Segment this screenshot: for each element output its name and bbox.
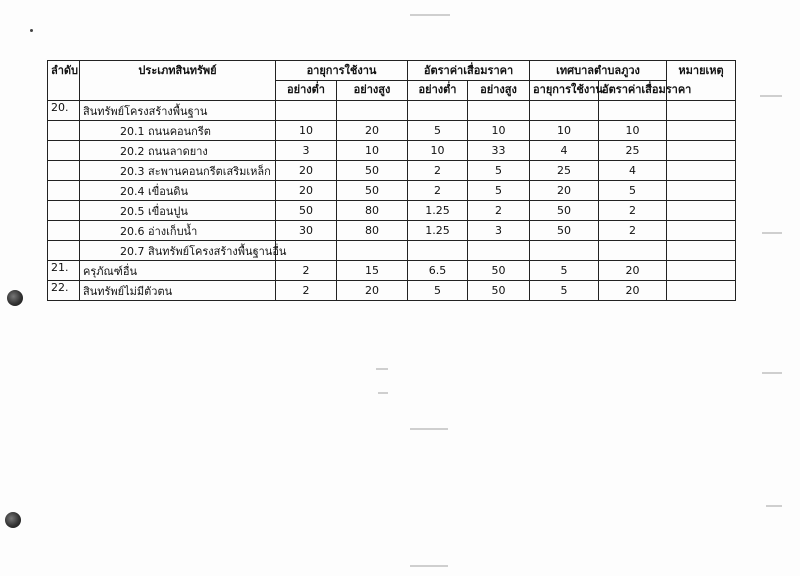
header-depreciation-rate: อัตราค่าเสื่อมราคา <box>408 61 530 81</box>
scan-speck <box>376 368 388 370</box>
header-municipality: เทศบาลตำบลภูวง <box>530 61 667 81</box>
table-row <box>48 241 736 261</box>
row-life-min: 20 <box>276 181 337 201</box>
row-life-min: 30 <box>276 221 337 241</box>
row-life-max: 20 <box>337 281 408 301</box>
scan-speck <box>762 372 782 374</box>
row-asset-name: 20.6 อ่างเก็บน้ำ <box>80 221 276 241</box>
row-dep-min <box>408 241 468 261</box>
row-remark <box>667 161 736 181</box>
row-life-min <box>276 101 337 121</box>
row-asset-name: ครุภัณฑ์อื่น <box>80 261 276 281</box>
row-remark <box>667 281 736 301</box>
row-life-max <box>337 241 408 261</box>
row-mun-life: 5 <box>530 281 599 301</box>
row-remark <box>667 141 736 161</box>
row-life-min: 3 <box>276 141 337 161</box>
row-asset-name: สินทรัพย์โครงสร้างพื้นฐาน <box>80 101 276 121</box>
header-asset-type: ประเภทสินทรัพย์ <box>80 61 276 101</box>
row-dep-max: 2 <box>468 201 530 221</box>
row-dep-max: 50 <box>468 281 530 301</box>
row-life-min: 20 <box>276 161 337 181</box>
row-mun-life: 4 <box>530 141 599 161</box>
table-row <box>48 281 736 301</box>
row-dep-min: 10 <box>408 141 468 161</box>
row-life-min: 50 <box>276 201 337 221</box>
row-mun-rate: 10 <box>599 121 667 141</box>
row-mun-rate: 2 <box>599 221 667 241</box>
row-dep-max: 50 <box>468 261 530 281</box>
row-mun-life <box>530 241 599 261</box>
row-num <box>48 121 80 141</box>
row-dep-min: 6.5 <box>408 261 468 281</box>
row-life-max: 80 <box>337 221 408 241</box>
header-life-min: อย่างต่ำ <box>276 81 337 101</box>
row-num: 21. <box>48 261 80 281</box>
table-header <box>48 61 736 101</box>
scan-speck <box>378 392 388 394</box>
table-body <box>48 101 736 301</box>
row-mun-rate: 25 <box>599 141 667 161</box>
scan-speck <box>762 232 782 234</box>
row-dep-min: 1.25 <box>408 221 468 241</box>
row-mun-rate: 4 <box>599 161 667 181</box>
row-num <box>48 161 80 181</box>
header-dep-min: อย่างต่ำ <box>408 81 468 101</box>
row-dep-max: 3 <box>468 221 530 241</box>
row-dep-min: 1.25 <box>408 201 468 221</box>
row-mun-rate: 5 <box>599 181 667 201</box>
table-row <box>48 161 736 181</box>
row-mun-life: 5 <box>530 261 599 281</box>
row-life-max: 20 <box>337 121 408 141</box>
row-num: 20. <box>48 101 80 121</box>
row-life-min: 10 <box>276 121 337 141</box>
header-useful-life: อายุการใช้งาน <box>276 61 408 81</box>
table-row <box>48 101 736 121</box>
header-life-max: อย่างสูง <box>337 81 408 101</box>
row-life-max: 80 <box>337 201 408 221</box>
row-num <box>48 201 80 221</box>
scan-dot <box>30 29 33 32</box>
row-life-max: 10 <box>337 141 408 161</box>
row-dep-min: 2 <box>408 161 468 181</box>
row-asset-name: 20.5 เขื่อนปูน <box>80 201 276 221</box>
header-mun-rate: อัตราค่าเสื่อมราคา <box>599 81 667 101</box>
header-mun-life: อายุการใช้งาน <box>530 81 599 101</box>
table-row <box>48 201 736 221</box>
row-asset-name: 20.3 สะพานคอนกรีตเสริมเหล็ก <box>80 161 276 181</box>
table-row <box>48 261 736 281</box>
row-remark <box>667 201 736 221</box>
row-mun-rate: 20 <box>599 261 667 281</box>
row-dep-min: 2 <box>408 181 468 201</box>
row-asset-name: 20.7 สินทรัพย์โครงสร้างพื้นฐานอื่น <box>80 241 276 261</box>
row-dep-max: 10 <box>468 121 530 141</box>
row-num <box>48 181 80 201</box>
row-remark <box>667 101 736 121</box>
row-mun-life: 50 <box>530 221 599 241</box>
row-life-max: 50 <box>337 161 408 181</box>
row-mun-life <box>530 101 599 121</box>
row-asset-name: 20.2 ถนนลาดยาง <box>80 141 276 161</box>
row-asset-name: สินทรัพย์ไม่มีตัวตน <box>80 281 276 301</box>
row-mun-life: 10 <box>530 121 599 141</box>
punch-hole <box>7 290 23 306</box>
row-num <box>48 221 80 241</box>
asset-depreciation-table <box>47 60 736 301</box>
row-dep-max: 5 <box>468 181 530 201</box>
row-dep-max <box>468 101 530 121</box>
row-mun-rate: 20 <box>599 281 667 301</box>
row-life-max: 15 <box>337 261 408 281</box>
row-dep-max <box>468 241 530 261</box>
row-remark <box>667 181 736 201</box>
row-asset-name: 20.4 เขื่อนดิน <box>80 181 276 201</box>
punch-hole <box>5 512 21 528</box>
row-mun-rate <box>599 241 667 261</box>
row-remark <box>667 121 736 141</box>
row-dep-max: 5 <box>468 161 530 181</box>
row-asset-name: 20.1 ถนนคอนกรีต <box>80 121 276 141</box>
row-life-max <box>337 101 408 121</box>
scan-speck <box>410 565 448 567</box>
row-remark <box>667 261 736 281</box>
row-mun-life: 50 <box>530 201 599 221</box>
table-row <box>48 141 736 161</box>
row-mun-rate <box>599 101 667 121</box>
row-mun-life: 25 <box>530 161 599 181</box>
row-num <box>48 141 80 161</box>
row-life-min: 2 <box>276 261 337 281</box>
header-remark: หมายเหตุ <box>667 61 736 101</box>
scan-speck <box>760 95 782 97</box>
row-dep-min <box>408 101 468 121</box>
table-row <box>48 181 736 201</box>
scan-speck <box>410 14 450 16</box>
table-row <box>48 121 736 141</box>
row-mun-rate: 2 <box>599 201 667 221</box>
row-remark <box>667 221 736 241</box>
row-life-min: 2 <box>276 281 337 301</box>
row-mun-life: 20 <box>530 181 599 201</box>
table-row <box>48 221 736 241</box>
scan-speck <box>766 505 782 507</box>
row-remark <box>667 241 736 261</box>
scan-speck <box>410 428 448 430</box>
row-dep-min: 5 <box>408 281 468 301</box>
row-num: 22. <box>48 281 80 301</box>
header-dep-max: อย่างสูง <box>468 81 530 101</box>
row-dep-max: 33 <box>468 141 530 161</box>
row-num <box>48 241 80 261</box>
row-life-max: 50 <box>337 181 408 201</box>
header-num: ลำดับ <box>48 61 80 101</box>
row-dep-min: 5 <box>408 121 468 141</box>
